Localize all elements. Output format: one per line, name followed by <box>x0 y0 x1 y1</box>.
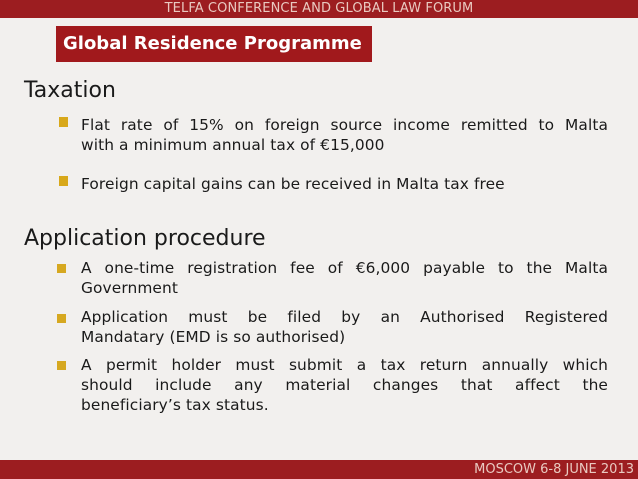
taxation-item-1-line-1: Flat rate of 15% on foreign source income remitted to Malta <box>81 116 608 134</box>
taxation-heading: Taxation <box>24 78 116 103</box>
taxation-item-1-line-2: with a minimum annual tax of €15,000 <box>81 136 385 154</box>
square-bullet-icon <box>57 314 66 323</box>
conference-title: TELFA CONFERENCE AND GLOBAL LAW FORUM <box>164 1 474 16</box>
application-heading: Application procedure <box>24 226 266 251</box>
application-item-3-line-3: beneficiary’s tax status. <box>81 396 269 414</box>
taxation-item-1 <box>81 115 608 155</box>
application-item-1-line-2: Government <box>81 279 178 297</box>
square-bullet-icon <box>59 176 68 186</box>
application-item-1 <box>81 258 608 298</box>
square-bullet-icon <box>57 361 66 370</box>
taxation-item-2 <box>81 174 608 194</box>
square-bullet-icon <box>57 264 66 273</box>
square-bullet-icon <box>59 117 68 127</box>
taxation-item-2-line-1: Foreign capital gains can be received in Malta tax free <box>81 175 505 193</box>
application-item-3-line-2: should include any material changes that affect the <box>81 376 608 394</box>
application-item-3-line-1: A permit holder must submit a tax return annually which <box>81 356 608 374</box>
application-item-1-line-1: A one-time registration fee of €6,000 payable to the Malta <box>81 259 608 277</box>
application-item-2 <box>81 307 608 347</box>
application-item-2-line-1: Application must be filed by an Authorised Registered <box>81 308 608 326</box>
slide-title: Global Residence Programme <box>63 33 362 54</box>
application-item-3 <box>81 355 608 415</box>
event-date-location: MOSCOW 6-8 JUNE 2013 <box>474 462 634 477</box>
application-item-2-line-2: Mandatary (EMD is so authorised) <box>81 328 346 346</box>
